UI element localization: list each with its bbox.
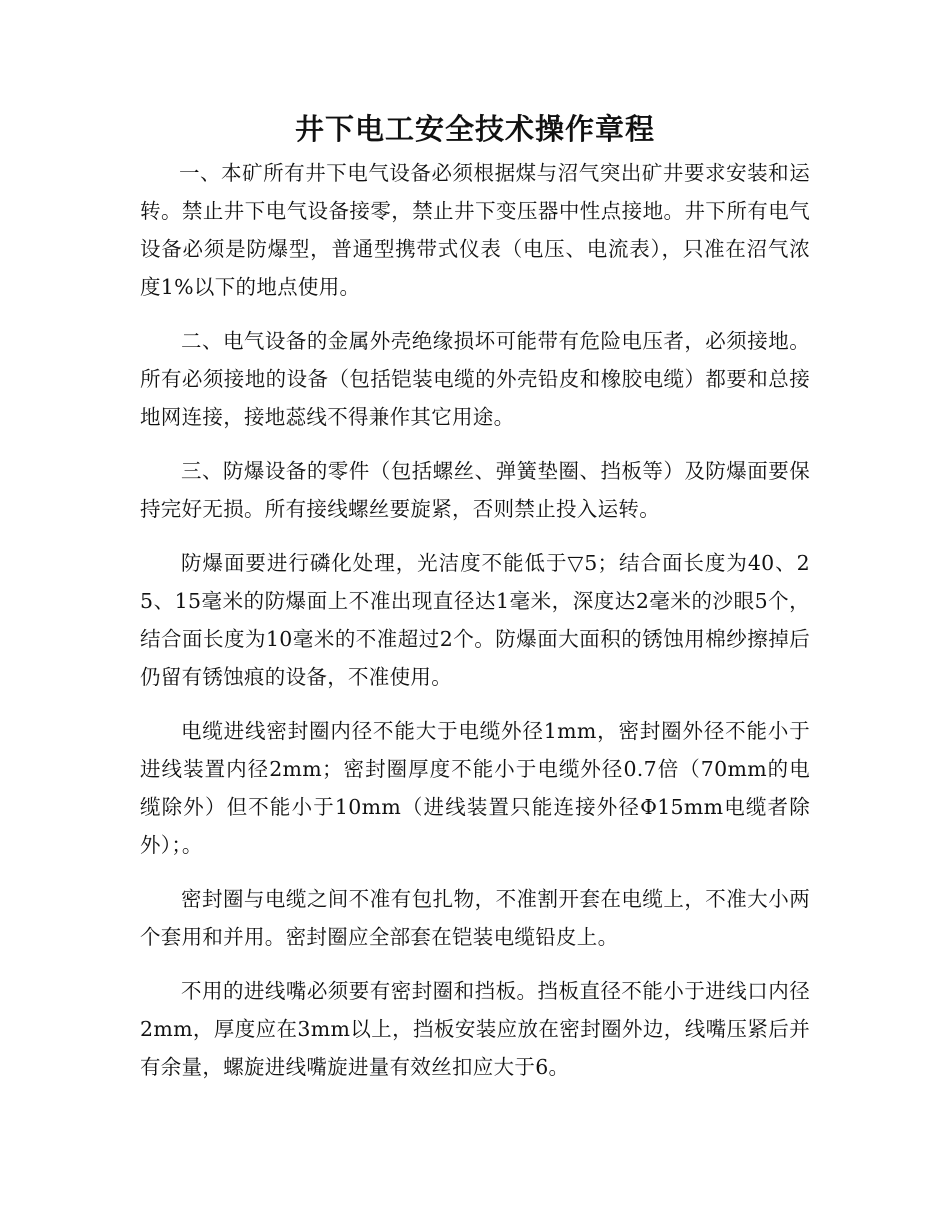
paragraph-1: 一、本矿所有井下电气设备必须根据煤与沼气突出矿井要求安装和运转。禁止井下电气设备接零，禁止井下变压器中性点接地。井下所有电气设备必须是防爆型，普通型携带式仪表（电压、电流表），只准在沼气浓度1%以下的地点使用。	[140, 161, 810, 299]
paragraph-3: 三、防爆设备的零件（包括螺丝、弹簧垫圈、挡板等）及防爆面要保持完好无损。所有接线螺丝要旋紧，否则禁止投入运转。	[140, 459, 810, 521]
paragraph-5: 电缆进线密封圈内径不能大于电缆外径1mm，密封圈外径不能小于进线装置内径2mm；密封圈厚度不能小于电缆外径0.7倍（70mm的电缆除外）但不能小于10mm（进线装置只能连接外径Φ15mm电缆者除外）；。	[140, 719, 810, 857]
paragraph-4: 防爆面要进行磷化处理，光洁度不能低于▽5；结合面长度为40、25、15毫米的防爆面上不准出现直径达1毫米，深度达2毫米的沙眼5个，结合面长度为10毫米的不准超过2个。防爆面大面积的锈蚀用棉纱擦掉后仍留有锈蚀痕的设备，不准使用。	[140, 551, 810, 689]
paragraph-7: 不用的进线嘴必须要有密封圈和挡板。挡板直径不能小于进线口内径2mm，厚度应在3mm以上，挡板安装应放在密封圈外边，线嘴压紧后并有余量，螺旋进线嘴旋进量有效丝扣应大于6。	[140, 979, 810, 1079]
document-title: 井下电工安全技术操作章程	[294, 112, 655, 146]
paragraph-6: 密封圈与电缆之间不准有包扎物，不准割开套在电缆上，不准大小两个套用和并用。密封圈应全部套在铠装电缆铅皮上。	[140, 887, 810, 949]
paragraph-2: 二、电气设备的金属外壳绝缘损坏可能带有危险电压者，必须接地。所有必须接地的设备（包括铠装电缆的外壳铅皮和橡胶电缆）都要和总接地网连接，接地蕊线不得兼作其它用途。	[140, 329, 810, 429]
